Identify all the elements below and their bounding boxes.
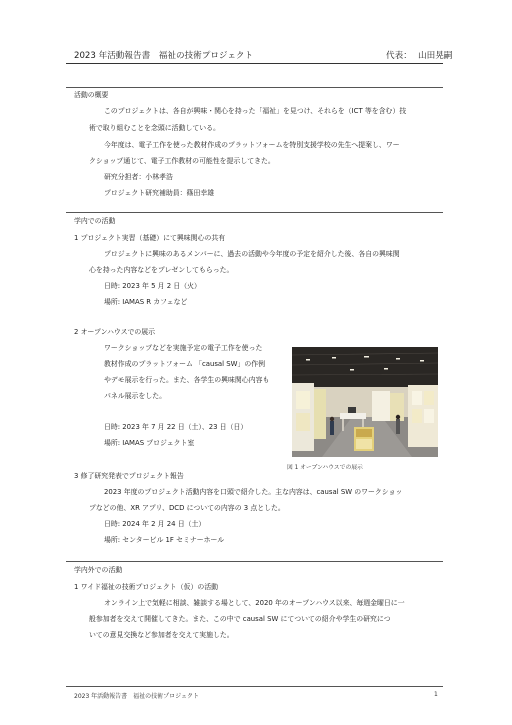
item-title: 1 プロジェクト実習（基礎）にて興味関心の共有 bbox=[74, 234, 226, 242]
item-text: パネル展示をした。 bbox=[104, 392, 167, 400]
item-text: オンライン上で気軽に相談、雑談する場として、2020 年のオープンハウス以来、毎週金曜日に一 bbox=[104, 599, 405, 607]
section-heading-external: 学内外での活動 bbox=[74, 566, 123, 574]
header-rule bbox=[66, 63, 443, 64]
item-text: 2023 年度のプロジェクト活動内容を口頭で紹介した。主な内容は、causal SW のワークショッ bbox=[104, 488, 403, 496]
footer-title: 2023 年活動報告書 福祉の技術プロジェクト bbox=[74, 693, 200, 700]
item-title: 2 オープンハウスでの展示 bbox=[74, 328, 156, 336]
item-place: 場所: センタービル 1F セミナーホール bbox=[104, 536, 225, 544]
open-house-photo bbox=[292, 347, 438, 457]
section-rule-external bbox=[66, 561, 443, 562]
photo-caption: 図 1 オープンハウスでの展示 bbox=[287, 465, 363, 471]
overview-text: 今年度は、電子工作を使った教材作成のプラットフォームを特別支援学校の先生へ提案し、ワー bbox=[104, 141, 400, 149]
item-text: プロジェクトに興味のあるメンバーに、過去の活動や今年度の予定を紹介した後、各自の興味関 bbox=[104, 250, 400, 258]
item-place: 場所: IAMAS R カフェなど bbox=[104, 298, 188, 306]
page-number: 1 bbox=[434, 691, 438, 698]
representative-name: 山田晃嗣 bbox=[418, 51, 453, 61]
page-header-title: 2023 年活動報告書 福祉の技術プロジェクト bbox=[74, 51, 254, 61]
overview-text: このプロジェクトは、各自が興味・関心を持った「福祉」を見つけ、それらを（ICT 等を含む）技 bbox=[104, 107, 407, 115]
section-heading-campus: 学内での活動 bbox=[74, 217, 116, 225]
item-title: 3 修了研究発表でプロジェクト報告 bbox=[74, 472, 184, 480]
item-date: 日時: 2023 年 5 月 2 日（火） bbox=[104, 282, 201, 290]
item-date: 日時: 2024 年 2 月 24 日（土） bbox=[104, 520, 206, 528]
member-line: プロジェクト研究補助員：篠田幸雄 bbox=[104, 189, 215, 197]
member-line: 研究分担者：小林孝浩 bbox=[104, 173, 173, 181]
footer-rule bbox=[66, 686, 443, 687]
item-text: いての意見交換など参加者を交えて実施した。 bbox=[89, 631, 234, 639]
item-place: 場所: IAMAS プロジェクト室 bbox=[104, 439, 195, 447]
section-rule-overview bbox=[66, 87, 443, 88]
item-text: 般参加者を交えて開催してきた。また、この中で causal SW にてついての紹介や学生の研究につ bbox=[89, 615, 391, 623]
item-text: 心を持った内容などをプレゼンしてもらった。 bbox=[89, 266, 234, 274]
representative-label: 代表： bbox=[386, 51, 412, 61]
overview-text: 術で取り組むことを念頭に活動している。 bbox=[89, 124, 220, 132]
item-text: ワークショップなどを実施予定の電子工作を使った bbox=[104, 344, 263, 352]
item-text: プなどの他、XR アプリ、DCD についての内容の 3 点とした。 bbox=[89, 504, 285, 512]
section-heading-overview: 活動の概要 bbox=[74, 91, 109, 99]
item-date: 日時: 2023 年 7 月 22 日（土）、23 日（日） bbox=[104, 423, 248, 431]
item-title: 1 ワイド福祉の技術プロジェクト（仮）の活動 bbox=[74, 583, 219, 591]
section-rule-campus bbox=[66, 212, 443, 213]
overview-text: クショップ通じて、電子工作教材の可能性を提示してきた。 bbox=[89, 157, 275, 165]
item-text: 教材作成のプラットフォーム 「causal SW」の作例 bbox=[104, 360, 266, 368]
item-text: やデモ展示を行った。また、各学生の興味関心内容も bbox=[104, 376, 270, 384]
